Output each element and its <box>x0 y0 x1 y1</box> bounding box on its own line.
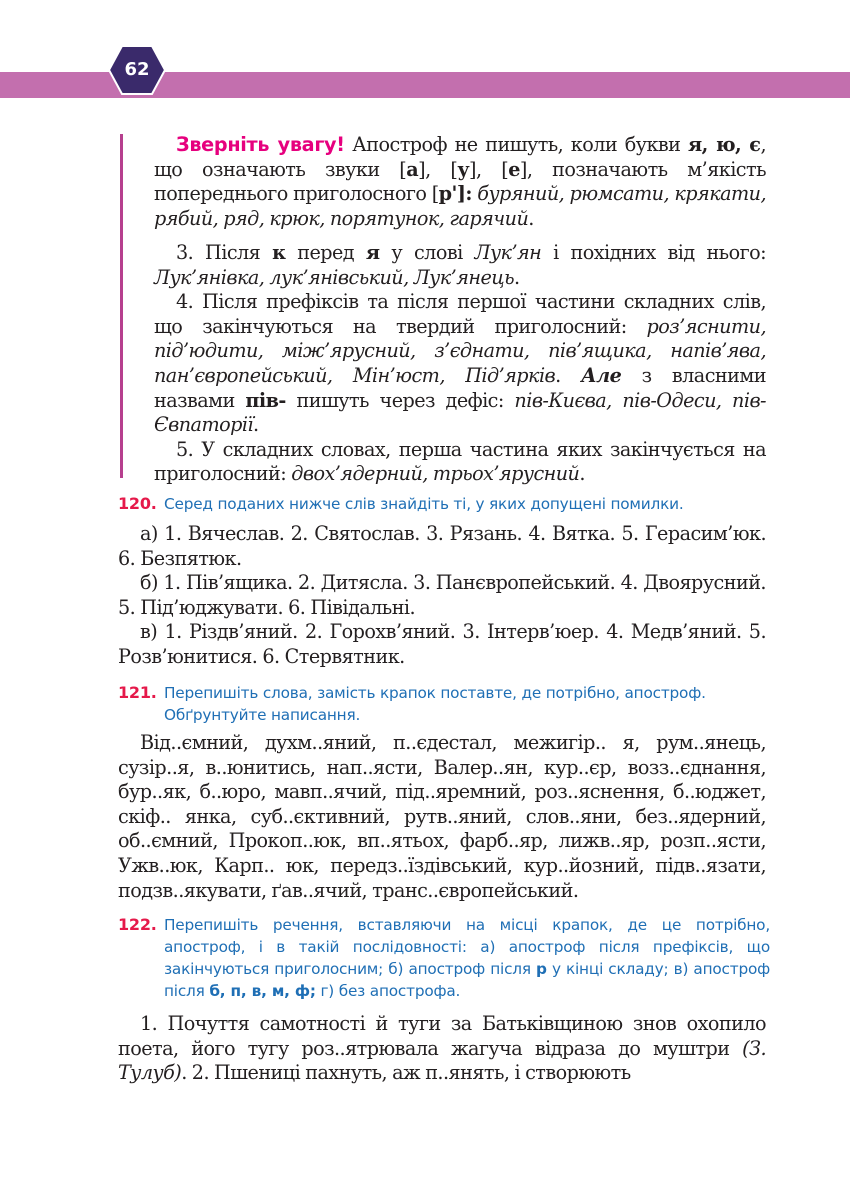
rule-3: 3. Після к перед я у слові Лук’ян і похідних від нього: Лук’янівка, лук’янівський, Лук’янець. <box>154 241 766 289</box>
note-side-line <box>120 134 123 478</box>
list-item: в) 1. Різдв’яний. 2. Горохв’яний. 3. Інтерв’юер. 4. Медв’яний. 5. Розв’юнитися. 6. Стервятник. <box>118 620 766 668</box>
rule-5: 5. У складних словах, перша частина яких закінчується на приголосний: двох’ядерний, трьох’ярусний. <box>154 437 766 486</box>
rules-list <box>154 241 766 487</box>
exercise-number: 122. <box>118 915 157 934</box>
exercise-122-body: 1. Почуття самотності й туги за Батьківщиною знов охопило поета, його тугу роз..ятрювала жагуча відраза до муштри (З. Тулуб). 2. Пшениці пахнуть, аж п..янять, і створюють <box>118 1012 766 1085</box>
exercise-number: 120. <box>118 494 157 513</box>
attention-label: Зверніть увагу! <box>176 133 345 156</box>
exercise-number: 121. <box>118 683 157 702</box>
list-item: а) 1. Вячеслав. 2. Святослав. 3. Рязань. 4. Вятка. 5. Герасим’юк. 6. Безпятюк. <box>118 522 766 570</box>
exercise-122-task: 122. Перепишіть речення, вставляючи на місці крапок, де це потрібно, апостроф, і в такій послідовності: а) апостроф після префіксів, що закінчуються приголосним; б) апостроф після р у кінці складу; в) апостроф після б, п, в, м, ф; г) без апострофа. <box>118 915 770 1000</box>
exercise-120-task: 120. Серед поданих нижче слів знайдіть ті, у яких допущені помилки. <box>118 494 684 513</box>
page-number: 62 <box>124 59 150 80</box>
rule-4: 4. Після префіксів та після першої частини складних слів, що закінчуються на твердий приголосний: роз’яснити, під’юдити, між’ярусний, з’єднати, пів’ящика, напів’ява, пан’європейський, Мін’юст, Під’ярків. Але з власними назвами пів- пишуть через дефіс: пів-Києва, пів-Одеси, пів-Євпаторії. <box>154 290 766 437</box>
exercise-121-task: 121. Перепишіть слова, замість крапок поставте, де потрібно, апостроф. Обґрунтуйте написання. <box>118 683 706 724</box>
exercise-120-body <box>118 522 766 670</box>
attention-note: Зверніть увагу! Апостроф не пишуть, коли букви я, ю, є, що означають звуки [а], [у], [е], позначають м’якість попереднього приголосного [р']: буряний, рюмсати, крякати, рябий, ряд, крюк, порятунок, гарячий. <box>154 133 767 230</box>
exercise-121-body: Від..ємний, духм..яний, п..єдестал, межигір.. я, рум..янець, сузір..я, в..юнитись, нап..ясти, Валер..ян, кур..єр, возз..єднання, бур..як, б..юро, мавп..ячий, під..яремний, роз..яснення, б..юджет, скіф.. янка, суб..єктивний, рутв..яний, слов..яни, без..ядерний, об..ємний, Прокоп..юк, вп..ятьох, фарб..яр, лижв..яр, розп..ясти, Ужв..юк, Карп.. юк, передз..їздівський, кур..йозний, підв..язати, подзв..якувати, ґав..ячий, транс..європейський. <box>118 731 766 902</box>
list-item: б) 1. Пів’ящика. 2. Дитясла. 3. Панєвропейський. 4. Двоярусний. 5. Під’юджувати. 6. Півідальні. <box>118 571 766 619</box>
